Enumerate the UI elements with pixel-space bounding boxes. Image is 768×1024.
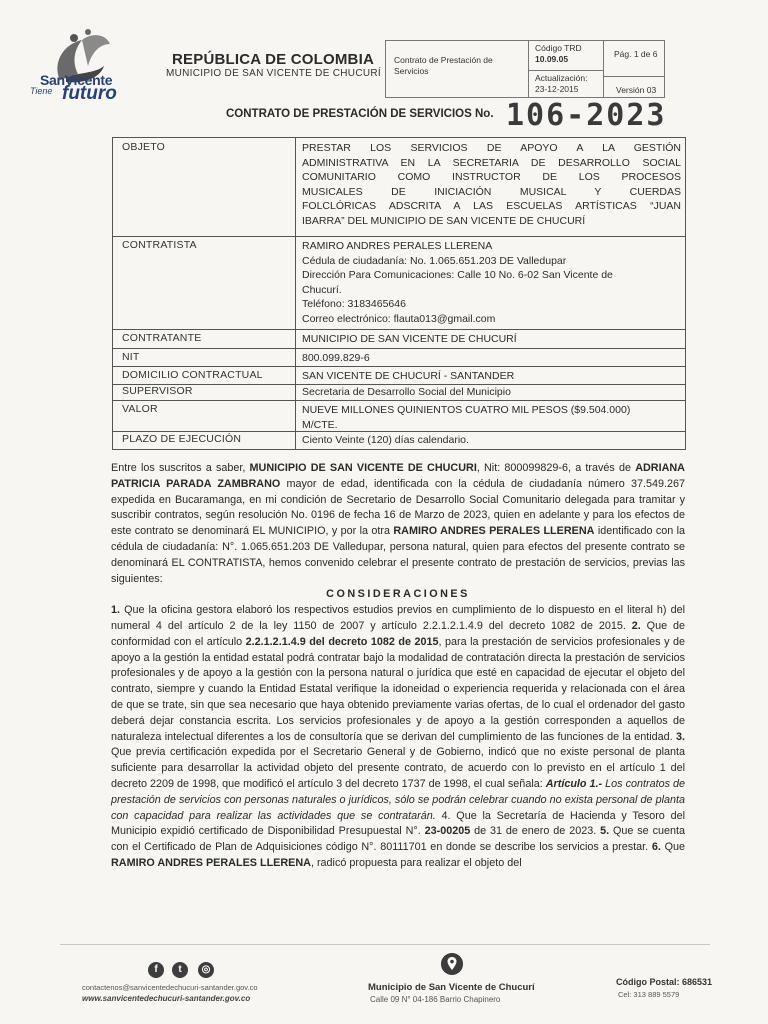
footer-website[interactable]: www.sanvicentedechucuri-santander.gov.co bbox=[82, 994, 251, 1003]
table-row-nit bbox=[113, 348, 685, 367]
table-row-domicilio bbox=[113, 366, 685, 385]
page-indicator: Pág. 1 de 6 bbox=[604, 41, 664, 77]
contratista-address: Dirección Para Comunicaciones: Calle 10 No. 6-02 San Vicente de bbox=[302, 269, 613, 281]
intro-paragraph: Entre los suscritos a saber, MUNICIPIO DE SAN VICENTE DE CHUCURI, Nit: 800099829-6, a través de ADRIANA PATRICIA PARADA ZAMBRANO mayor de edad, identificada con la cédula de ciudadanía número 37.549.267 expedida en Bucaramanga, en mi condición de Secretario de Desarrollo Social Comunitario delegada para tramitar y suscribir contratos, según resolución No. 0196 de fecha 16 de Marzo de 2023, quien en adelante y para los efectos de este contrato se denominará EL MUNICIPIO, y por la otra RAMIRO ANDRES PERALES LLERENA identificado con la cédula de ciudadanía: N°. 1.065.651.203 DE Valledupar, persona natural, quien para efectos del presente contrato se denominará EL CONTRATISTA, hemos convenido celebrar el presente contrato de prestación de servicios, previas las siguientes: bbox=[111, 462, 686, 585]
considerations-heading: CONSIDERACIONES bbox=[326, 588, 470, 601]
contract-body bbox=[111, 461, 685, 872]
domicilio-label: DOMICILIO CONTRACTUAL bbox=[122, 369, 263, 381]
plazo-label: PLAZO DE EJECUCIÓN bbox=[122, 433, 242, 445]
nit-value: 800.099.829-6 bbox=[302, 352, 370, 364]
valor-line: NUEVE MILLONES QUINIENTOS CUATRO MIL PESOS ($9.504.000) bbox=[302, 404, 631, 416]
location-pin-icon bbox=[441, 953, 463, 975]
considerations-paragraph: 1. Que la oficina gestora elaboró los respectivos estudios previos en cumplimiento de lo dispuesto en el literal h) del numeral 4 del artículo 2 de la ley 1150 de 2007 y artículo 2.2.1.2.1.4.9 del decreto 1082 de 2015. 2. Que de conformidad con el artículo 2.2.1.2.1.4.9 del decreto 1082 de 2015, para la prestación de servicios profesionales y de apoyo a la gestión la entidad estatal podrá contratar bajo la modalidad de contratación directa la prestación de servicios profesionales y de apoyo a la gestión con la persona natural o jurídica que esté en capacidad de ejecutar el objeto del contrato, siempre y cuando la Entidad Estatal verifique la idoneidad o experiencia requerida y relacionada con el área de que se trate, sin que sea necesario que haya obtenido previamente varias ofertas, de lo cual el ordenador del gasto deberá dejar constancia escrita. Los servicios profesionales y de apoyo a la gestión corresponden a aquellos de naturaleza intelectual diferentes a los de consultoría que se derivan del cumplimiento de las funciones de la entidad. 3. Que previa certificación expedida por el Secretario General y de Gobierno, indicó que no existe personal de planta suficiente para desarrollar la actividad objeto del presente contrato, de acuerdo con lo previsto en el artículo 1 del decreto 2209 de 1998, que modificó el artículo 3 del decreto 1737 de 1998, el cual señala: Artículo 1.- Los contratos de prestación de servicios con personas naturales o jurídicos, sólo se podrán celebrar cuando no exista personal de planta con capacidad para realizar las actividades que se contratarán. 4. Que la Secretaría de Hacienda y Tesoro del Municipio expidió certificado de Disponibilidad Presupuestal N°. 23-00205 de 31 de enero de 2023. 5. Que se cuenta con el Certificado de Plan de Adquisiciones código N°. 80111701 en donde se describe los servicios a prestar. 6. Que RAMIRO ANDRES PERALES LLERENA, radicó propuesta para realizar el objeto del bbox=[111, 604, 686, 869]
footer-address: Calle 09 N° 04-186 Barrio Chapinero bbox=[370, 995, 501, 1004]
doc-type-line1: Contrato de Prestación de bbox=[394, 55, 493, 65]
table-column-divider bbox=[295, 138, 296, 449]
domicilio-value: SAN VICENTE DE CHUCURÍ - SANTANDER bbox=[302, 370, 515, 382]
twitter-icon[interactable]: t bbox=[172, 962, 188, 978]
municipality-subtitle: MUNICIPIO DE SAN VICENTE DE CHUCURÍ bbox=[166, 68, 381, 79]
contract-summary-table bbox=[112, 137, 686, 450]
contratista-value bbox=[302, 239, 681, 326]
trd-code-value: 10.09.05 bbox=[535, 54, 569, 64]
supervisor-value: Secretaria de Desarrollo Social del Municipio bbox=[302, 386, 511, 398]
objeto-line: PRESTAR LOS SERVICIOS DE APOYO A LA GESTIÓN bbox=[302, 142, 681, 154]
objeto-line: FOLCLÓRICAS ADSCRITA A LAS ESCUELAS ARTÍSTICAS “JUAN bbox=[302, 200, 681, 212]
supervisor-label: SUPERVISOR bbox=[122, 385, 193, 397]
version-indicator: Versión 03 bbox=[616, 85, 657, 95]
objeto-line: IBARRA” DEL MUNICIPIO DE SAN VICENTE DE CHUCURÍ bbox=[302, 214, 586, 227]
doc-type bbox=[394, 55, 493, 77]
table-row-valor bbox=[113, 400, 685, 432]
footer-email[interactable]: contactenos@sanvicentedechucuri-santander.gov.co bbox=[82, 983, 258, 992]
logo-text-tiene: Tiene bbox=[30, 86, 53, 96]
table-row-supervisor bbox=[113, 384, 685, 401]
table-row-contratista bbox=[113, 236, 685, 330]
footer-municipality: Municipio de San Vicente de Chucurí bbox=[368, 982, 535, 993]
objeto-label: OBJETO bbox=[122, 141, 166, 153]
plazo-value: Ciento Veinte (120) días calendario. bbox=[302, 434, 469, 446]
contratante-label: CONTRATANTE bbox=[122, 332, 202, 344]
valor-line: M/CTE. bbox=[302, 418, 338, 431]
objeto-value bbox=[302, 141, 681, 228]
contratista-label: CONTRATISTA bbox=[122, 239, 197, 251]
valor-label: VALOR bbox=[122, 403, 158, 415]
nit-label: NIT bbox=[122, 351, 140, 363]
facebook-icon[interactable]: f bbox=[148, 962, 164, 978]
objeto-line: ADMINISTRATIVA EN LA SECRETARIA DE DESARROLLO SOCIAL bbox=[302, 156, 681, 169]
objeto-line: MUSICALES DE INICIACIÓN MUSICAL Y CUERDAS bbox=[302, 185, 681, 198]
footer-divider bbox=[60, 944, 710, 945]
contratista-cedula: Cédula de ciudadanía: No. 1.065.651.203 DE Valledupar bbox=[302, 254, 567, 267]
contract-number: 106-2023 bbox=[506, 98, 667, 133]
trd-code bbox=[529, 41, 603, 71]
table-row-objeto bbox=[113, 138, 685, 237]
contratista-address: Chucurí. bbox=[302, 283, 342, 296]
republic-title: REPÚBLICA DE COLOMBIA bbox=[172, 51, 374, 68]
update-date bbox=[529, 71, 603, 95]
footer-postal-code: Código Postal: 686531 bbox=[616, 977, 713, 987]
contratista-phone: Teléfono: 3183465646 bbox=[302, 298, 406, 310]
logo-text-futuro: futuro bbox=[62, 83, 117, 104]
update-value: 23-12-2015 bbox=[535, 84, 579, 94]
footer-cell: Cel: 313 889 5579 bbox=[618, 990, 680, 999]
update-label: Actualización: bbox=[535, 73, 588, 83]
contratante-value: MUNICIPIO DE SAN VICENTE DE CHUCURÍ bbox=[302, 333, 517, 345]
document-control-box bbox=[385, 40, 665, 98]
contract-title: CONTRATO DE PRESTACIÓN DE SERVICIOS No. bbox=[226, 108, 494, 120]
instagram-icon[interactable]: ◎ bbox=[198, 962, 214, 978]
logo-text-sanvicente: SanVicente bbox=[40, 72, 113, 88]
objeto-line: COMUNITARIO COMO INSTRUCTOR DE LOS PROCESOS bbox=[302, 171, 681, 183]
doc-type-line2: Servicios bbox=[394, 66, 429, 76]
trd-code-label: Código TRD bbox=[535, 43, 582, 53]
table-row-contratante bbox=[113, 329, 685, 349]
valor-value bbox=[302, 403, 681, 432]
contratista-name: RAMIRO ANDRES PERALES LLERENA bbox=[302, 240, 493, 252]
table-row-plazo bbox=[113, 431, 685, 449]
contratista-email: Correo electrónico: flauta013@gmail.com bbox=[302, 312, 496, 325]
